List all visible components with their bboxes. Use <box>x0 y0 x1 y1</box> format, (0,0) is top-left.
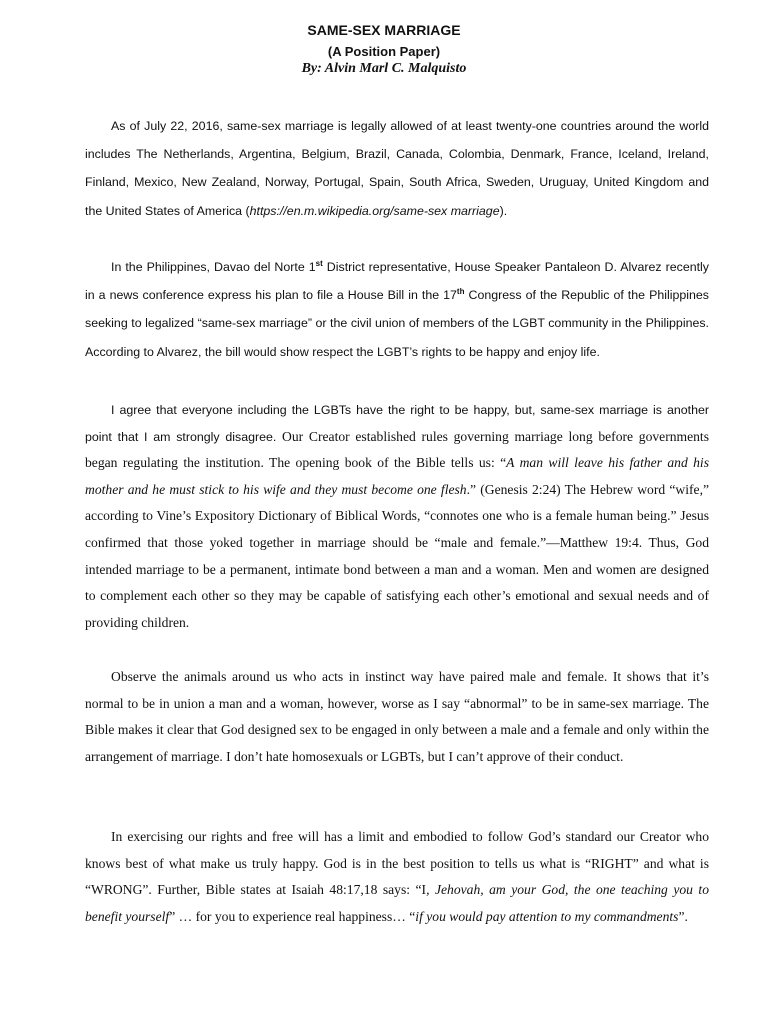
paragraph-4-text: Observe the animals around us who acts in instinct way have paired male and female. It shows that it’s normal to be in union a man and a woman, however, worse as I say “abnormal” to be in same-sex marriage. The Bible makes it clear that God designed sex to be engaged in only between a male and a female and only within the arrangement of marriage. I don’t hate homosexuals or LGBTs, but I can’t approve of their conduct. <box>85 669 709 764</box>
document-subtitle: (A Position Paper) <box>327 44 441 59</box>
paragraph-3-text-a: I agree that everyone including the LGBTs have the right to be happy, but, same-sex marriage is another point that I am strongly disagree. <box>85 403 709 444</box>
paragraph-1 <box>85 112 709 225</box>
paragraph-5-text-b: ” … for you to experience real happiness… “ <box>169 908 416 924</box>
paragraph-3-text-c: .” (Genesis 2:24) The Hebrew word “wife,” according to Vine’s Expository Dictionary of Biblical Words, “connotes one who is a female human being.” Jesus confirmed that those yoked together in marriage should be “male and female.”—Matthew 19:4. Thus, God intended marriage to be a permanent, intimate bond between a man and a woman. Men and women are designed to complement each other so they may be capable of satisfying each other’s emotional and sexual needs and of providing children. <box>85 481 709 630</box>
paragraph-3 <box>85 397 709 636</box>
paragraph-3-text-b: Our Creator established rules governing marriage long before governments began regulating the institution. The opening book of the Bible tells us: “ <box>85 428 710 471</box>
paragraph-5-text-a: In exercising our rights and free will has a limit and embodied to follow God’s standard our Creator who knows best of what make us truly happy. God is in the best position to tells us what is “RIGHT” and what is “WRONG”. Further, Bible states at Isaiah 48:17,18 says: “I <box>85 829 709 898</box>
paragraph-2 <box>85 253 709 366</box>
wikipedia-link[interactable]: https://en.m.wikipedia.org/same-sex marriage <box>249 203 500 218</box>
isaiah-quote-2: if you would pay attention to my commandments <box>415 908 679 924</box>
paragraph-5-text-c: ”. <box>678 908 688 924</box>
paragraph-2-text-a: In the Philippines, Davao del Norte 1 <box>111 260 316 274</box>
paragraph-5 <box>85 824 709 930</box>
ordinal-suffix: st <box>315 258 323 268</box>
paragraph-1-text: As of July 22, 2016, same-sex marriage is legally allowed of at least twenty-one countries around the world includes The Netherlands, Argentina, Belgium, Brazil, Canada, Colombia, Denmark, France, Iceland, Ireland, Finland, Mexico, New Zealand, Norway, Portugal, Spain, South Africa, Sweden, Uruguay, United Kingdom and the United States of America ( <box>85 119 709 218</box>
paragraph-2-text-c: Congress of the Republic of the Philippines seeking to legalized “same-sex marriage” or the civil union of members of the LGBT community in the Philippines. According to Alvarez, the bill would show respect the LGBT’s rights to be happy and enjoy life. <box>85 288 709 359</box>
genesis-quote: A man will leave his father and his mother and he must stick to his wife and they must become one flesh <box>85 455 709 497</box>
isaiah-quote-1: , Jehovah, am your God, the one teaching you to benefit yourself <box>85 882 710 924</box>
paragraph-1-end: ). <box>499 203 508 218</box>
document-title: SAME-SEX MARRIAGE <box>307 22 461 38</box>
document-byline: By: Alvin Marl C. Malquisto <box>301 61 467 76</box>
paragraph-4 <box>85 664 709 770</box>
paragraph-2-text-b: District representative, House Speaker Pantaleon D. Alvarez recently in a news conference express his plan to file a House Bill in the 17 <box>85 260 709 303</box>
ordinal-suffix: th <box>456 287 465 297</box>
